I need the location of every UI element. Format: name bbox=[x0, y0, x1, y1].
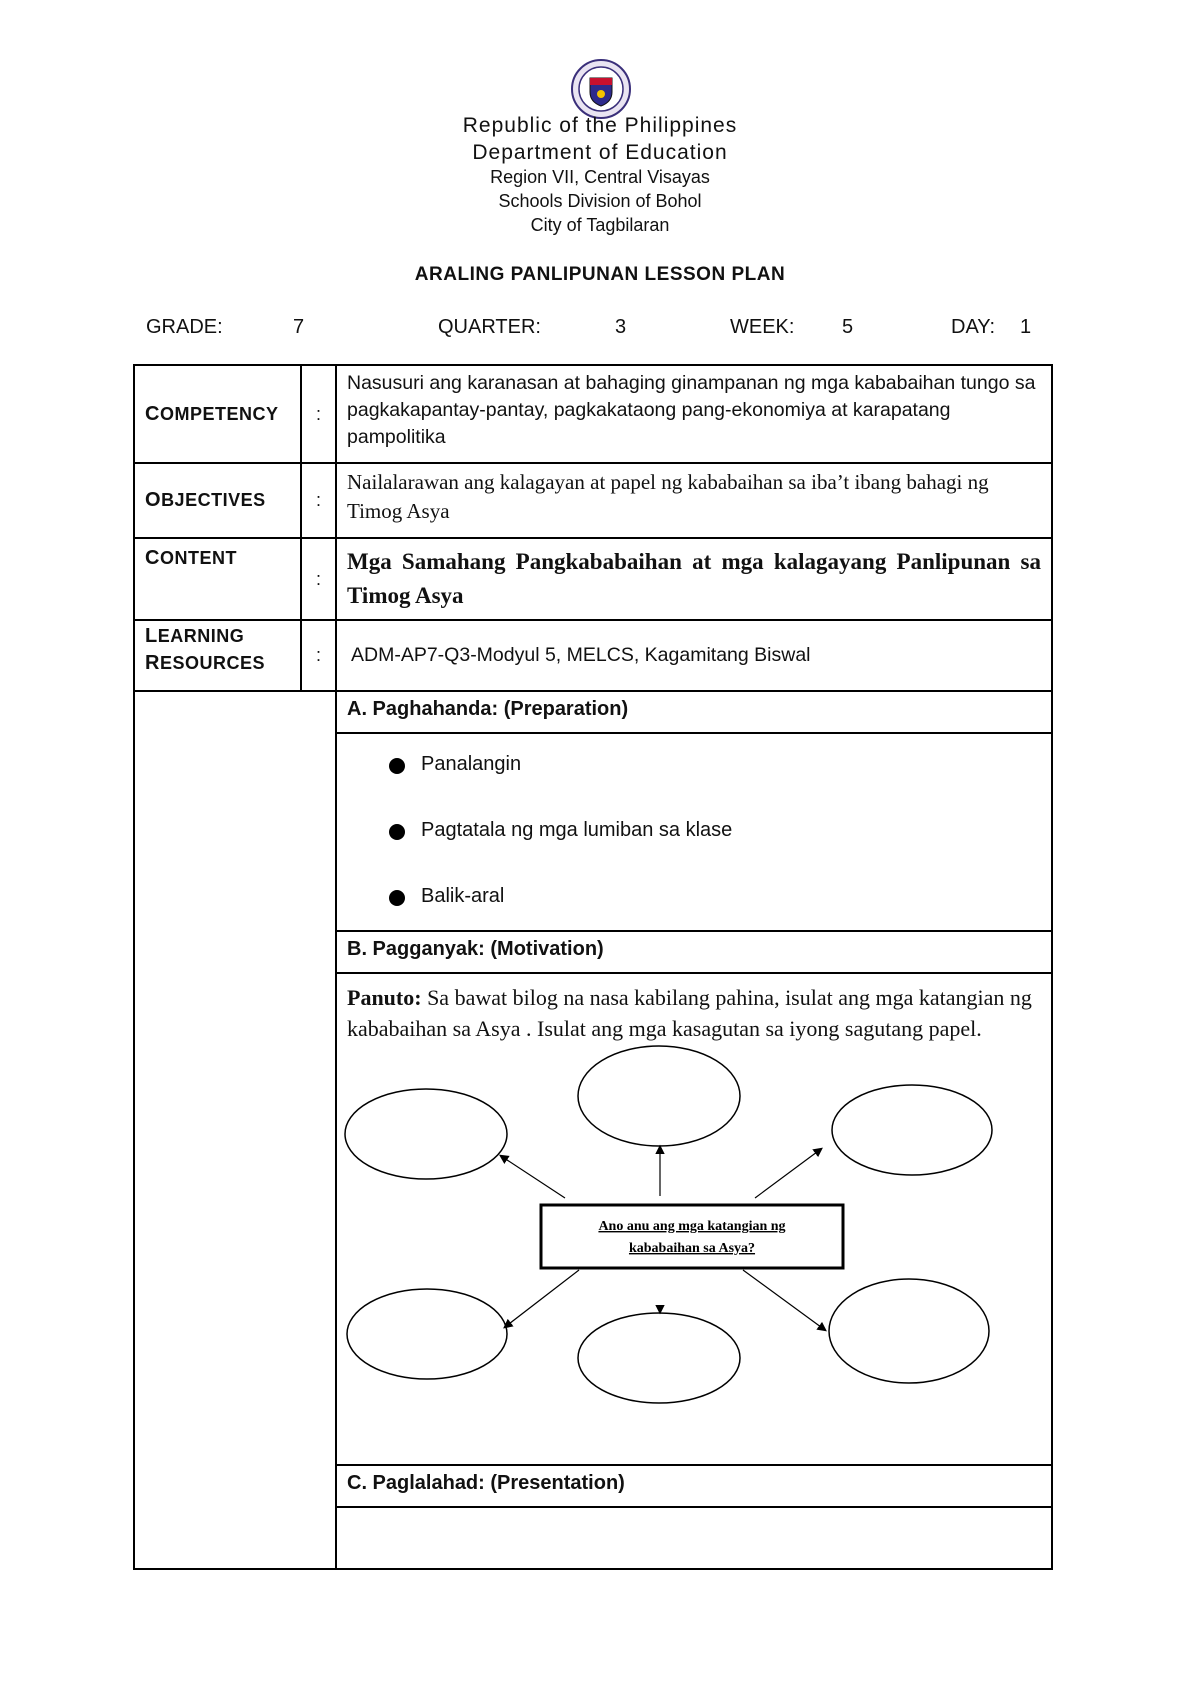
answer-bubble-top-right bbox=[832, 1085, 992, 1175]
content-row bbox=[134, 538, 1052, 620]
list-item: Panalangin bbox=[389, 750, 1051, 816]
arrow-connector bbox=[501, 1156, 565, 1198]
answer-bubble-bottom-right bbox=[829, 1279, 989, 1383]
panuto-text: Sa bawat bilog na nasa kabilang pahina, isulat ang mga katangian ng kababaihan sa Asya . Isulat ang mga kasagutan sa iyong sagutang papel. bbox=[347, 985, 1032, 1041]
objectives-row bbox=[134, 463, 1052, 538]
week-value: 5 bbox=[842, 316, 854, 338]
center-question-box bbox=[541, 1205, 843, 1268]
answer-bubble-top-left bbox=[345, 1089, 507, 1179]
colon: : bbox=[301, 538, 336, 620]
answer-bubble-bottom-center bbox=[578, 1313, 740, 1403]
preparation-list bbox=[337, 734, 1051, 930]
objectives-label: OBJECTIVES bbox=[134, 463, 301, 538]
header-department: Department of Education bbox=[472, 141, 728, 164]
left-blank-column bbox=[134, 691, 336, 1569]
bullet-icon bbox=[389, 890, 405, 906]
list-item: Pagtatala ng mga lumiban sa klase bbox=[389, 816, 1051, 882]
week-label: WEEK: bbox=[730, 316, 795, 338]
preparation-heading-row bbox=[134, 691, 1052, 733]
arrow-connector bbox=[505, 1270, 579, 1327]
list-item: Balik-aral bbox=[389, 882, 1051, 912]
header-division: Schools Division of Bohol bbox=[498, 191, 702, 211]
bullet-icon bbox=[389, 758, 405, 774]
competency-row bbox=[134, 365, 1052, 463]
quarter-label: QUARTER: bbox=[438, 316, 541, 338]
arrow-connector bbox=[743, 1270, 825, 1330]
colon: : bbox=[301, 463, 336, 538]
competency-label: COMPETENCY bbox=[134, 365, 301, 463]
content-label: CONTENT bbox=[134, 538, 301, 620]
day-label: DAY: bbox=[951, 316, 996, 338]
answer-bubble-bottom-left bbox=[347, 1289, 507, 1379]
colon: : bbox=[301, 365, 336, 463]
center-question-line2: kababaihan sa Asya? bbox=[628, 1241, 756, 1256]
motivation-heading: B. Pagganyak: (Motivation) bbox=[336, 931, 1052, 973]
lesson-plan-table bbox=[133, 364, 1053, 1570]
colon: : bbox=[301, 620, 336, 691]
arrow-connector bbox=[755, 1149, 821, 1198]
deped-seal-logo bbox=[570, 58, 632, 120]
objectives-value: Nailalarawan ang kalagayan at papel ng kababaihan sa iba’t ibang bahagi ng Timog Asya bbox=[336, 463, 1052, 538]
quarter-value: 3 bbox=[615, 316, 627, 338]
panuto-label: Panuto: bbox=[347, 985, 422, 1010]
header-region: Region VII, Central Visayas bbox=[490, 167, 710, 187]
day-value: 1 bbox=[1020, 316, 1032, 338]
panuto-instructions bbox=[337, 974, 1051, 1044]
resources-value: ADM-AP7-Q3-Modyul 5, MELCS, Kagamitang Biswal bbox=[336, 620, 1052, 691]
answer-bubble-top-center bbox=[578, 1046, 740, 1146]
grade-label: GRADE: bbox=[146, 316, 223, 338]
resources-label: LEARNING RESOURCES bbox=[134, 620, 301, 691]
presentation-body-cell bbox=[336, 1507, 1052, 1569]
lesson-plan-title: ARALING PANLIPUNAN LESSON PLAN bbox=[414, 264, 786, 285]
bullet-icon bbox=[389, 824, 405, 840]
header-city: City of Tagbilaran bbox=[530, 215, 670, 235]
preparation-heading: A. Paghahanda: (Preparation) bbox=[336, 691, 1052, 733]
grade-value: 7 bbox=[293, 316, 305, 338]
competency-value: Nasusuri ang karanasan at bahaging ginampanan ng mga kababaihan tungo sa pagkakapantay-pantay, pagkakataong pang-ekonomiya at karapatang pampolitika bbox=[336, 365, 1052, 463]
resources-row bbox=[134, 620, 1052, 691]
header-republic: Republic of the Philippines bbox=[462, 114, 738, 137]
motivation-body-cell bbox=[336, 973, 1052, 1465]
preparation-items-cell bbox=[336, 733, 1052, 931]
center-question-line1: Ano anu ang mga katangian ng bbox=[598, 1219, 786, 1234]
content-value: Mga Samahang Pangkababaihan at mga kalagayang Panlipunan sa Timog Asya bbox=[336, 538, 1052, 620]
presentation-heading: C. Paglalahad: (Presentation) bbox=[336, 1465, 1052, 1507]
concept-map-diagram bbox=[337, 1044, 1053, 1429]
